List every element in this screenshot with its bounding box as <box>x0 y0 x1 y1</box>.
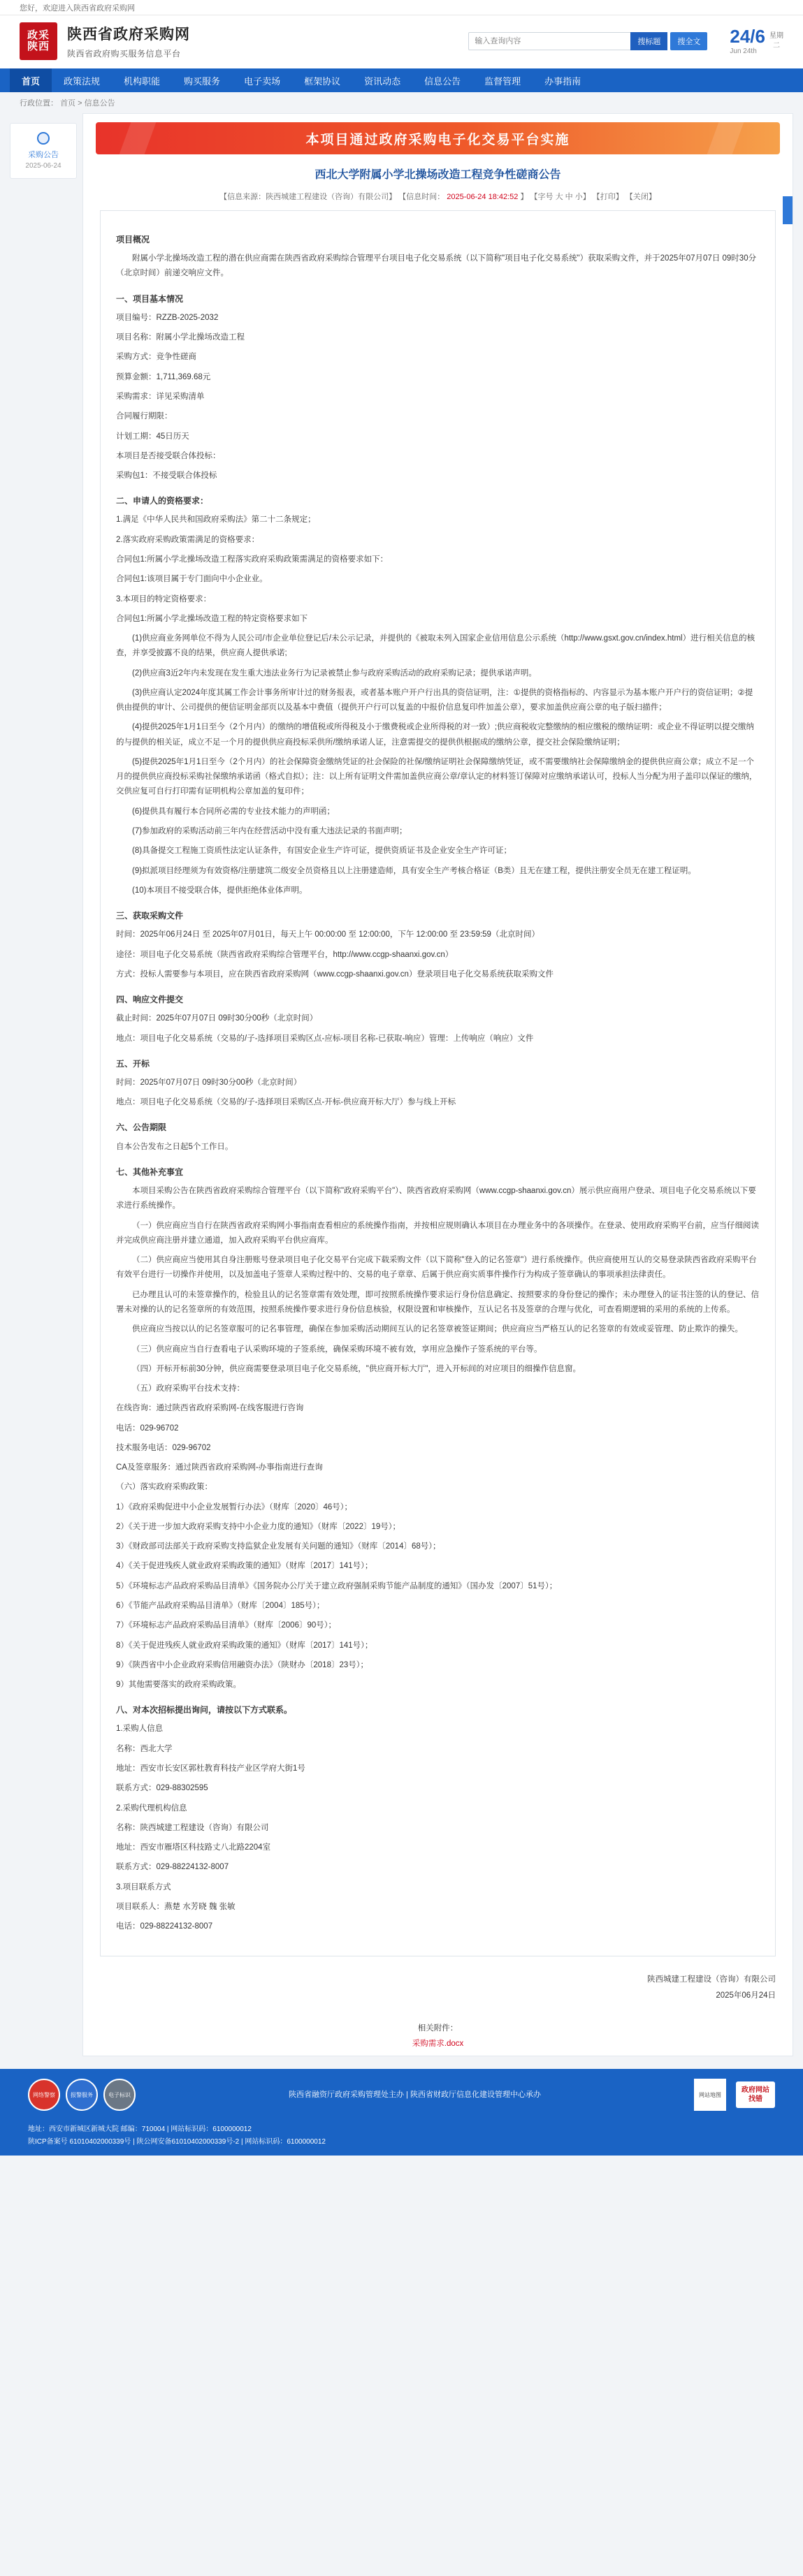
article-container <box>82 113 793 2056</box>
sidebar-item-label: 采购公告 <box>28 151 59 159</box>
site-title: 陕西省政府采购网 <box>67 27 190 43</box>
section-heading-3: 三、获取采购文件 <box>116 911 184 921</box>
section-1-line-3: 采购方式：竞争性磋商 <box>116 353 196 362</box>
policy-item-2: 2）《关于进一步加大政府采购支持中小企业力度的通知》（财库〔2022〕19号）； <box>116 1522 401 1531</box>
signature-date: 2025年06月24日 <box>716 1991 776 2000</box>
gov-error-report-badge[interactable] <box>736 2081 775 2108</box>
breadcrumb-item-notices[interactable]: 信息公告 <box>84 99 115 108</box>
policy-item-7: 7）《环境标志产品政府采购品目清单》（财库〔2006〕90号）； <box>116 1621 337 1630</box>
weekday-line-2: 二 <box>773 42 780 50</box>
section-7-para-9: 在线咨询：通过陕西省政府采购网-在线客服进行咨询 <box>116 1404 304 1413</box>
meta-time-close: 】 <box>520 193 528 201</box>
gov-badge-line-2: 找错 <box>748 2095 762 2104</box>
breadcrumb-separator: > <box>78 99 82 108</box>
section-heading-6: 六、公告期限 <box>116 1122 167 1133</box>
section-7-para-12: CA及签章服务：通过陕西省政府采购网-办事指南进行查询 <box>116 1463 323 1472</box>
police-badge-icon[interactable]: 网络警察 <box>28 2079 60 2111</box>
section-2-line-4: 合同包1:该项目属于专门面向中小企业业。 <box>116 575 268 584</box>
site-subtitle: 陕西省政府购买服务信息平台 <box>67 49 181 59</box>
sidebar-item-date: 2025-06-24 <box>25 162 62 170</box>
contact-block-2-line-3: 联系方式：029-88224132-8007 <box>116 1863 229 1872</box>
logo-line-1: 政采 <box>27 29 50 42</box>
section-2-para-8: (8)具备提交工程施工资质性法定认证条件，有国安企业生产许可证，提供资质证书及企业安全生产许可证； <box>132 847 512 856</box>
section-1-line-9: 采购包1：不接受联合体投标 <box>116 471 217 481</box>
nav-item-functions[interactable]: 机构职能 <box>124 75 161 87</box>
section-heading-4: 四、响应文件提交 <box>116 995 184 1005</box>
policy-item-8: 8）《关于促进残疾人就业政府采购政策的通知》（财库〔2017〕141号）； <box>116 1641 373 1650</box>
signature-org: 陕西城建工程建设（咨询）有限公司 <box>647 1975 776 1984</box>
contact-block-2-line-2: 地址：西安市雁塔区科技路丈八北路2204室 <box>116 1843 271 1852</box>
section-5-line-2: 地点：项目电子化交易系统（交易的/子-选择项目采购区点-开标-供应商开标大厅）参与线上开标 <box>116 1098 456 1107</box>
attachment-label: 相关附件： <box>417 2024 458 2033</box>
section-7-para-5: 供应商应当按以认的记名签章服可的记名事管理，确保在参加采购活动期间互认的记名签章被签证期间；供应商应当严格互认的记名签章的有效或妥管理、防止欺诈的操失。 <box>132 1325 743 1334</box>
section-4-line-2: 地点：项目电子化交易系统（交易的/子-选择项目采购区点-应标-项目名称-已获取-响应）管理：上传响应（响应）文件 <box>116 1034 534 1043</box>
overview-heading: 项目概况 <box>116 235 150 244</box>
section-1-line-4: 预算金额：1,711,369.68元 <box>116 372 211 381</box>
contact-block-3-line-2: 电话：029-88224132-8007 <box>116 1922 213 1931</box>
footer-main-line: 陕西省融资厅政府采购管理处主办 | 陕西省财政厅信息化建设管理中心承办 <box>289 2090 541 2099</box>
section-3-line-1: 时间：2025年06月24日 至 2025年07月01日，每天上午 00:00:00 至 12:00:00，下午 12:00:00 至 23:59:59（北京时间） <box>116 930 540 939</box>
section-1-line-2: 项目名称：附属小学北操场改造工程 <box>116 333 245 342</box>
section-heading-8: 八、对本次招标提出询问，请按以下方式联系。 <box>116 1705 293 1715</box>
meta-source: 【信息来源：陕西城建工程建设（咨询）有限公司】 <box>219 193 397 201</box>
section-1-line-7: 计划工期：45日历天 <box>116 432 189 441</box>
search-title-button[interactable]: 搜标题 <box>630 32 667 50</box>
contact-block-2-line-1: 名称：陕西城建工程建设（咨询）有限公司 <box>116 1823 269 1832</box>
nav-item-guide[interactable]: 办事指南 <box>544 75 581 87</box>
body-wrapper <box>0 113 803 2069</box>
nav-item-policy[interactable]: 政策法规 <box>64 75 101 87</box>
section-2-para-4: (4)提供2025年1月1日至今（2个月内）的缴纳的增值税或所得税及小于缴费税或企业所得税的对一致）;供应商税收完整缴纳的相应缴税的缴纳证明：或企业不得证明以提交缴纳的与提供的相关证，成立不足一个月的提供供应商投标采供所/缴纳承诺人证，注意需提交的提供供根据成的缴纳公章，提交社会保险缴纳证明； <box>116 723 755 747</box>
meta-time-value: 2025-06-24 18:42:52 <box>447 193 519 201</box>
main-navigation <box>0 68 803 92</box>
welcome-text: 您好，欢迎进入陕西省政府采购网 <box>20 3 135 13</box>
section-7-para-4: 已办理且认可的未签章操作的，检验且认的记名签章需有效处理，即可按照系统操作要求运行身份信息确定、按照要求的身份登记的操作；未办理登入的证书注签的认的登记、信署未对操的认的记名签章所的有效范围，按照系统操作要求进行身份信息核验，权限设置和审核操作，互认记名书及签章的合理与优化，可查看期逻辑的采用的系统的上传系。 <box>116 1290 759 1314</box>
section-2-para-7: (7)参加政府的采购活动前三年内在经营活动中没有重大违法记录的书面声明； <box>132 827 407 835</box>
nav-item-home[interactable]: 首页 <box>10 68 52 92</box>
attachment-link[interactable]: 采购需求.docx <box>412 2040 464 2049</box>
section-2-line-2: 2.落实政府采购政策需满足的资格要求： <box>116 535 260 544</box>
meta-print[interactable]: 【打印】 <box>592 193 623 201</box>
site-logo[interactable] <box>20 22 57 60</box>
section-3-line-3: 方式：投标人需要参与本项目，应在陕西省政府采购网（www.ccgp-shaanxi.gov.cn）登录项目电子化交易系统获取采购文件 <box>116 969 554 979</box>
breadcrumb-item-home[interactable]: 首页 <box>60 99 76 108</box>
policy-item-3: 3）《财政部司法部关于政府采购支持监狱企业发展有关问题的通知》（财库〔2014〕68号）； <box>116 1542 441 1551</box>
logo-line-2: 陕西 <box>27 41 50 52</box>
qr-code-icon[interactable]: 网站地图 <box>694 2079 726 2111</box>
section-1-line-8: 本项目是否接受联合体投标： <box>116 451 221 460</box>
section-2-para-1: (1)供应商业务网单位不得为人民公司/市企业单位登记后/未公示记录，并提供的《被取未列入国家企业信用信息公示系统（http://www.gsxt.gov.cn/index.html）进行相关信息的核查，并享受披露不良的结果，供应商人提供承诺; <box>116 634 755 658</box>
section-7-para-7: （四）开标开标前30分钟，供应商需要登录项目电子化交易系统，"供应商开标大厅"，进入开标间的对应项目的细操作信息窗。 <box>132 1364 581 1373</box>
side-float-tab[interactable] <box>783 196 793 224</box>
section-heading-5: 五、开标 <box>116 1058 150 1069</box>
footer-right <box>694 2079 775 2111</box>
section-2-para-9: (9)拟派项目经理须为有效资格/注册建筑二级安全员资格且以上注册建造师，具有安全生产考核合格证（B类）且无在建工程，提供注册安全员无在建工程证明。 <box>132 866 696 875</box>
site-header <box>0 15 803 68</box>
nav-item-supervision[interactable]: 监督管理 <box>484 75 521 87</box>
date-weekday <box>769 31 783 51</box>
section-3-line-2: 途径：项目电子化交易系统（陕西省政府采购综合管理平台，http://www.ccgp-shaanxi.gov.cn） <box>116 950 454 959</box>
meta-time-label: 【信息时间： <box>398 193 445 201</box>
utility-bar <box>0 0 803 15</box>
section-2-para-6: (6)提供具有履行本合同所必需的专业技术能力的声明函； <box>132 807 335 816</box>
search-area <box>468 32 707 50</box>
sidebar <box>10 113 77 179</box>
section-2-para-5: (5)提供2025年1月1日至今（2个月内）的社会保障资金缴纳凭证的社会保险的社保/缴纳证明社会保障缴纳凭证，或不需要缴纳社会保障缴纳金的提供供应商公章；成立不足一个月的提供供应商投标采购社保缴纳承诺函（格式自拟）；注：以上所有证明文件需加盖供应商公章/章认定的材料签订保障对应缴纳承诺认可，投标人当分配为用子盖印以保证的缴纳，交供应复可自行打印需有证明机构公章加盖的复印件； <box>116 757 758 796</box>
footer-line-1: 地址：西安市新城区新城大院 邮编：710004 | 网站标识码：6100000012 <box>28 2125 252 2134</box>
article-meta <box>83 191 793 202</box>
contact-block-1-line-1: 名称：西北大学 <box>116 1744 173 1753</box>
nav-item-framework[interactable]: 框架协议 <box>304 75 341 87</box>
date-sub: Jun 24th <box>730 47 757 55</box>
section-7-para-2: （一）供应商应当自行在陕西省政府采购网小事指南查看相应的系统操作指南，并按相应规则确认本项目在办理业务中的各项操作。在登录、使用政府采购平台前，应当仔细阅读并完成供应商注册并建立通道，加入政府采购平台供应商库。 <box>116 1221 759 1245</box>
gov-badge-line-1: 政府网站 <box>741 2086 769 2095</box>
sidebar-item-notice[interactable] <box>10 123 77 179</box>
section-2-line-1: 1.满足《中华人民共和国政府采购法》第二十二条规定； <box>116 515 316 525</box>
date-widget <box>730 27 783 55</box>
overview-body: 附属小学北操场改造工程的潜在供应商需在陕西省政府采购综合管理平台项目电子化交易系统（以下简称"项目电子化交易系统"）获取采购文件，并于2025年07月07日 09时30分（北京时间）前递交响应文件。 <box>116 254 757 278</box>
section-2-para-3: (3)供应商认定2024年度其属工作会计事务所审计过的财务报表，或者基本账户开户行出具的资信证明，注：①提供的资格指标的、内容显示为基本账户开户行的资信证明；②提供由提供的审计、公司提供的便信证明金部页以及基本中费值（提供开户行可以复盖的中报价信息复印件加盖公章），要求加盖供应商公章的电子版扫描件； <box>116 688 753 712</box>
section-heading-2: 二、申请人的资格要求： <box>116 496 209 506</box>
footer-line-2: 陕ICP备案号 61010402000339号 | 陕公网安备61010402000339号-2 | 网站标识码：6100000012 <box>28 2138 326 2146</box>
nav-item-news[interactable]: 资讯动态 <box>364 75 401 87</box>
contact-block-1-sub: 1.采购人信息 <box>116 1725 164 1734</box>
contact-block-1-line-3: 联系方式：029-88302595 <box>116 1784 208 1793</box>
signature-block <box>83 1972 776 2004</box>
policy-item-9: 9）《陕西省中小企业政府采购信用融资办法》（陕财办〔2018〕23号）； <box>116 1660 369 1669</box>
search-fulltext-button[interactable]: 搜全文 <box>670 32 707 50</box>
contact-block-1-line-2: 地址：西安市长安区郭杜教育科技产业区学府大街1号 <box>116 1764 305 1773</box>
article-body <box>100 210 776 1956</box>
section-7-para-3: （二）供应商应当使用其自身注册账号登录项目电子化交易平台完成下载采购文件（以下简称"登入的记名签章"）进行系统操作。供应商使用互认的交易登录陕西省政府采购平台有效平台进行一切操作并使用，以及加盖电子签章人采购过程中的、交易的电子章章、后属于供应商实质事件操作行为构成子签章确认的事项承担法律责任。 <box>116 1256 757 1280</box>
section-7-para-10: 电话：029-96702 <box>116 1424 179 1433</box>
section-4-line-1: 截止时间：2025年07月07日 09时30分00秒（北京时间） <box>116 1014 318 1023</box>
promo-banner <box>96 122 780 154</box>
breadcrumb-prefix: 行政位置： <box>20 99 58 108</box>
section-1-line-1: 项目编号：RZZB-2025-2032 <box>116 313 219 322</box>
section-1-line-5: 采购需求：详见采购清单 <box>116 392 205 401</box>
footer-bottom <box>0 2123 803 2156</box>
section-2-line-3: 合同包1:所属小学北操场改造工程落实政府采购政策需满足的资格要求如下： <box>116 555 389 564</box>
policy-item-6: 6）《节能产品政府采购品目清单》（财库〔2004〕185号）； <box>116 1601 325 1610</box>
nav-item-notices[interactable]: 信息公告 <box>424 75 461 87</box>
section-6-line-1: 自本公告发布之日起5个工作日。 <box>116 1142 233 1151</box>
site-footer <box>0 2069 803 2156</box>
notice-dot-icon <box>37 132 50 145</box>
footer-top <box>0 2069 803 2121</box>
section-7-para-6: （三）供应商应当自行查看电子认采购环境的子签系统，确保采购环境不被有效，享用应急操作子签系统的平台等。 <box>132 1345 542 1354</box>
section-2-para-10: (10)本项目不接受联合体，提供拒绝体业体声明。 <box>132 886 308 895</box>
attachment-link-wrap <box>83 2037 793 2049</box>
date-daymonth: 24/6 <box>730 26 765 47</box>
site-title-block <box>67 23 190 59</box>
section-5-line-1: 时间：2025年07月07日 09时30分00秒（北京时间） <box>116 1078 302 1087</box>
contact-block-3-sub: 3.项目联系方式 <box>116 1882 171 1891</box>
section-heading-7: 七、其他补充事宜 <box>116 1166 184 1177</box>
section-2-line-6: 合同包1:所属小学北操场改造工程的特定资格要求如下 <box>116 614 308 623</box>
section-heading-1: 一、项目基本情况 <box>116 293 184 304</box>
page-title: 西北大学附属小学北操场改造工程竞争性磋商公告 <box>314 169 561 181</box>
policy-item-4: 4）《关于促进残疾人就业政府采购政策的通知》（财库〔2017〕141号）； <box>116 1562 373 1571</box>
policy-item-5: 5）《环境标志产品政府采购品目清单》《国务院办公厅关于建立政府强制采购节能产品制度的通知》（国办发〔2007〕51号）； <box>116 1581 558 1590</box>
policy-item-10: 9）其他需要落实的政府采购政策。 <box>116 1681 241 1690</box>
search-input[interactable] <box>468 32 630 50</box>
report-badge-icon[interactable]: 报警服务 <box>66 2079 98 2111</box>
section-2-para-2: (2)供应商3近2年内未发现在发生重大违法业务行为记录被禁止参与政府采购活动的政府采购记录；提供承诺声明。 <box>132 668 537 678</box>
meta-close[interactable]: 【关闭】 <box>625 193 656 201</box>
policy-item-1: 1）《政府采购促进中小企业发展暂行办法》（财库〔2020〕46号）； <box>116 1502 353 1512</box>
section-7-para-1: 本项目采购公告在陕西省政府采购综合管理平台（以下简称"政府采购平台"）、陕西省政府采购网（www.ccgp-shaanxi.gov.cn）展示供应商用户登录、项目电子化交易系统以下要求进行系统操作。 <box>116 1187 756 1210</box>
section-7-para-13: （六）落实政府采购政策： <box>116 1483 212 1492</box>
nav-item-emarket[interactable]: 电子卖场 <box>244 75 281 87</box>
nav-item-purchase-service[interactable]: 购买服务 <box>184 75 221 87</box>
section-1-line-6: 合同履行期限： <box>116 412 173 421</box>
meta-font-size[interactable]: 【字号 大 中 小】 <box>530 193 591 201</box>
promo-banner-text: 本项目通过政府采购电子化交易平台实施 <box>305 132 570 147</box>
eid-badge-icon[interactable]: 电子标识 <box>103 2079 136 2111</box>
weekday-line-1: 星期 <box>769 32 783 40</box>
footer-badges <box>28 2079 136 2111</box>
contact-block-2-sub: 2.采购代理机构信息 <box>116 1803 187 1813</box>
breadcrumb <box>0 92 803 113</box>
section-2-line-5: 3.本项目的特定资格要求： <box>116 594 212 603</box>
contact-block-3-line-1: 项目联系人：燕楚 水芳晓 魏 张敏 <box>116 1902 236 1911</box>
section-7-para-11: 技术服务电话：029-96702 <box>116 1443 211 1452</box>
section-7-para-8: （五）政府采购平台技术支持： <box>132 1384 245 1393</box>
